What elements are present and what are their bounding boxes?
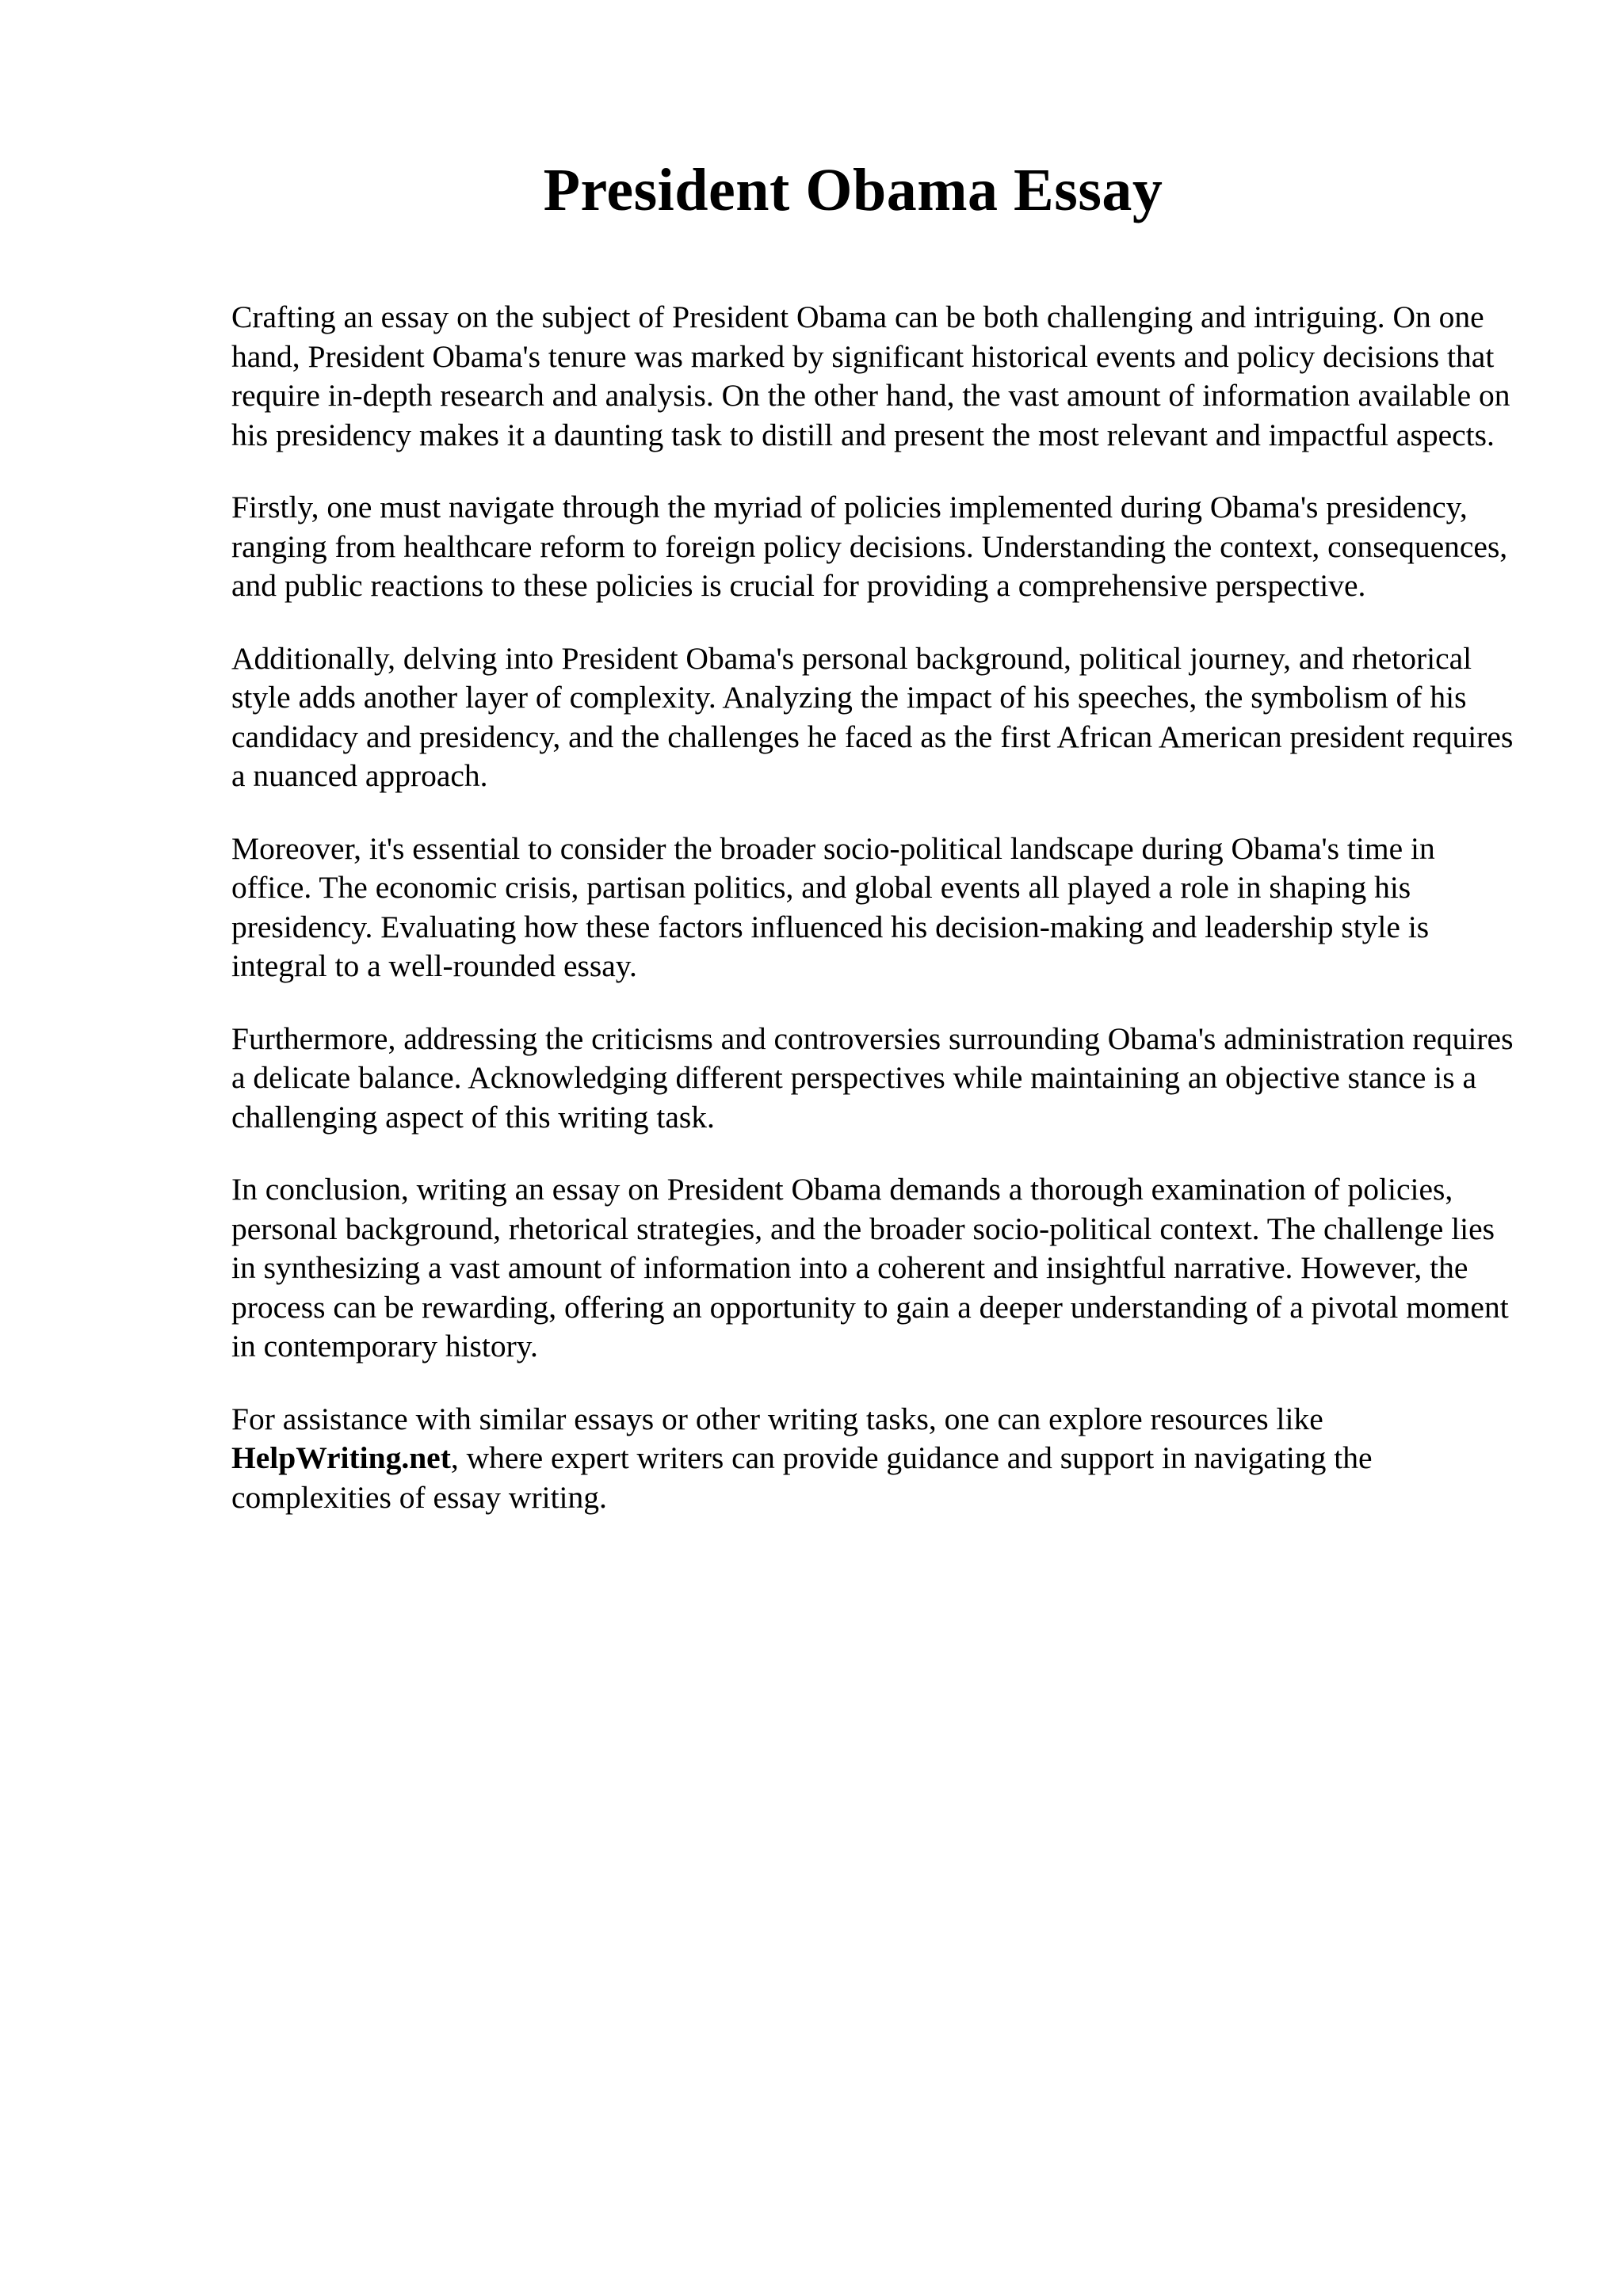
paragraph-5: Furthermore, addressing the criticisms and controversies surrounding Obama's administration requires a delicate balance. Acknowledging different perspectives while maintaining an objective stance is a challenging aspect of this writing task.	[231, 1020, 1514, 1135]
paragraph-4: Moreover, it's essential to consider the broader socio-political landscape during Obama's time in office. The economic crisis, partisan politics, and global events all played a role in shaping his presidency. Evaluating how these factors influenced his decision-making and leadership style is integral to a well-rounded essay.	[231, 830, 1435, 983]
page-title: President Obama Essay	[543, 157, 1163, 223]
essay-body	[231, 298, 1515, 1550]
closing-paragraph	[231, 1400, 1515, 1518]
paragraph-1: Crafting an essay on the subject of President Obama can be both challenging and intriguing. On one hand, President Obama's tenure was marked by significant historical events and policy decisions that require in-depth research and analysis. On the other hand, the vast amount of information available on his presidency makes it a daunting task to distill and present the most relevant and impactful aspects.	[231, 299, 1510, 452]
paragraph-6: In conclusion, writing an essay on President Obama demands a thorough examination of policies, personal background, rhetorical strategies, and the broader socio-political context. The challenge lies in synthesizing a vast amount of information into a coherent and insightful narrative. However, the process can be rewarding, offering an opportunity to gain a deeper understanding of a pivotal moment in contemporary history.	[231, 1172, 1509, 1363]
closing-text-before: For assistance with similar essays or other writing tasks, one can explore resources like	[231, 1401, 1323, 1436]
brand-name: HelpWriting.net	[231, 1440, 451, 1475]
paragraph-2: Firstly, one must navigate through the myriad of policies implemented during Obama's presidency, ranging from healthcare reform to foreign policy decisions. Understanding the context, consequences, and public reactions to these policies is crucial for providing a comprehensive perspective.	[231, 490, 1508, 603]
closing-text-after: , where expert writers can provide guidance and support in navigating the complexities of essay writing.	[231, 1440, 1373, 1515]
paragraph-3: Additionally, delving into President Obama's personal background, political journey, and rhetorical style adds another layer of complexity. Analyzing the impact of his speeches, the symbolism of his candidacy and presidency, and the challenges he faced as the first African American president requires a nuanced approach.	[231, 640, 1514, 793]
